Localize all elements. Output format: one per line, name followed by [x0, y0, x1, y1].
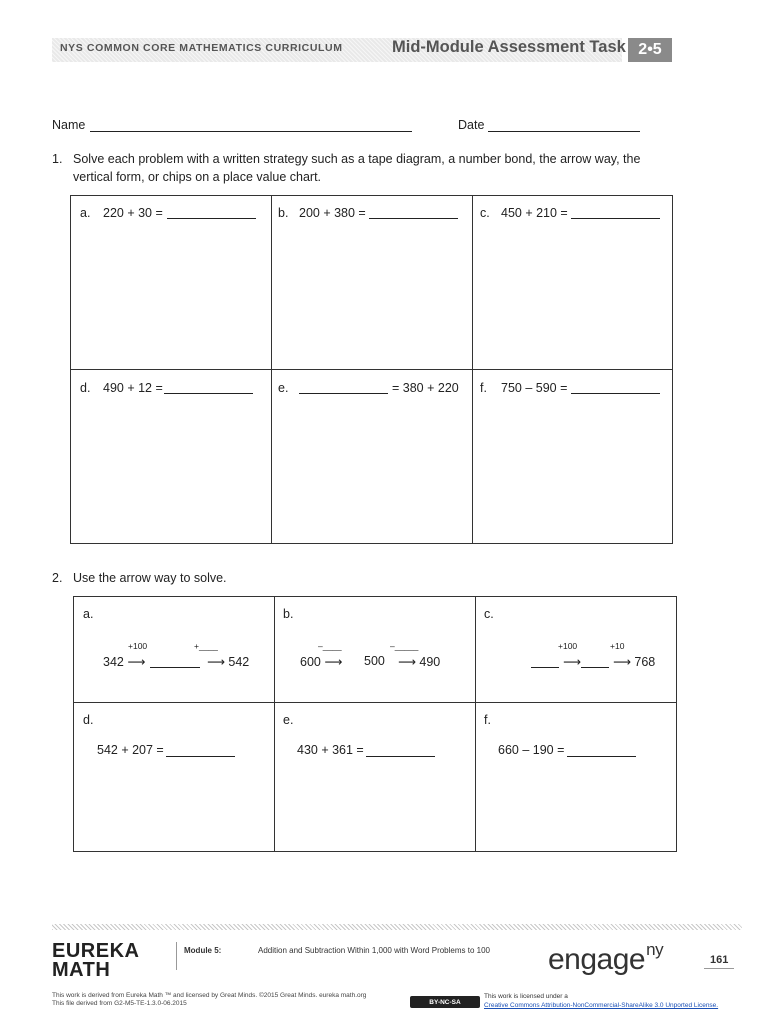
q1b-expression: 200 + 380 = [299, 206, 366, 220]
q2a-end: ⟶ 542 [207, 655, 250, 669]
q2d-answer-blank[interactable] [166, 756, 235, 757]
q2a-blank[interactable] [150, 667, 200, 668]
q1a-answer-blank[interactable] [167, 218, 256, 219]
license-derived: This work is derived from Eureka Math ™ and licensed by Great Minds. ©2015 Great Minds. eureka math.org [52, 992, 367, 999]
q1e-label: e. [278, 381, 289, 395]
footer-separator [176, 942, 177, 970]
grade-module-badge: 2•5 [628, 38, 672, 62]
q2f-expression: 660 – 190 = [498, 743, 565, 757]
page-number: 161 [704, 954, 734, 969]
name-label: Name [52, 118, 86, 132]
q2c-step2-label: +10 [610, 641, 625, 651]
module-label: Module 5: [184, 946, 222, 955]
q2e-answer-blank[interactable] [366, 756, 435, 757]
engage-text: engage [548, 943, 646, 976]
q2f-answer-blank[interactable] [567, 756, 636, 757]
q2-table-divider [475, 596, 476, 852]
q2f-label: f. [484, 713, 491, 727]
license-file: This file derived from G2-M5-TE-1.3.0-06.2015 [52, 1000, 187, 1007]
q2c-label: c. [484, 607, 494, 621]
name-field[interactable] [90, 131, 412, 132]
q2a-label: a. [83, 607, 94, 621]
license-right [484, 992, 718, 1010]
q1c-answer-blank[interactable] [571, 218, 660, 219]
q2e-label: e. [283, 713, 294, 727]
q2-table [73, 596, 677, 852]
q2c-blank-1[interactable] [531, 667, 559, 668]
cc-badge-text: BY-NC-SA [429, 998, 461, 1006]
ny-text: ny [646, 940, 664, 959]
q2b-step2-label: –_____ [390, 641, 419, 651]
curriculum-label: NYS COMMON CORE MATHEMATICS CURRICULUM [60, 42, 343, 54]
q2c-arrow: ⟶ [563, 655, 581, 669]
q1d-answer-blank[interactable] [164, 393, 253, 394]
q1a-label: a. [80, 206, 91, 220]
q1b-label: b. [278, 206, 289, 220]
q2c-step1-label: +100 [558, 641, 578, 651]
q1b-answer-blank[interactable] [369, 218, 458, 219]
engageny-logo [548, 940, 663, 977]
q2a-step1-label: +100 [128, 641, 148, 651]
q1c-expression: 450 + 210 = [501, 206, 568, 220]
q2b-end: ⟶ 490 [398, 655, 441, 669]
q2c-blank-2[interactable] [581, 667, 609, 668]
q2-prompt: Use the arrow way to solve. [73, 571, 227, 585]
license-intro: This work is licensed under a [484, 993, 568, 1000]
q2-table-divider [274, 596, 275, 852]
assessment-title: Mid-Module Assessment Task [392, 38, 626, 56]
q1-number: 1. [52, 152, 63, 166]
q2a-start: 342 ⟶ [103, 655, 146, 669]
module-title: Addition and Subtraction Within 1,000 with Word Problems to 100 [258, 946, 490, 955]
date-label: Date [458, 118, 485, 132]
q2b-start: 600 ⟶ [300, 655, 343, 669]
q2d-expression: 542 + 207 = [97, 743, 164, 757]
q2a-step2-label: +____ [194, 641, 218, 651]
footer-divider [52, 924, 742, 930]
date-field[interactable] [488, 131, 640, 132]
license-link[interactable]: Creative Commons Attribution-NonCommercial-ShareAlike 3.0 Unported License. [484, 1002, 719, 1009]
license-left [52, 992, 366, 1008]
q2-number: 2. [52, 571, 63, 585]
q1-prompt-line1: Solve each problem with a written strategy such as a tape diagram, a number bond, the arrow way, the [73, 152, 641, 166]
q2-table-divider [73, 702, 677, 703]
q2b-label: b. [283, 607, 294, 621]
q1f-label: f. [480, 381, 487, 395]
q2e-expression: 430 + 361 = [297, 743, 364, 757]
q2d-label: d. [83, 713, 94, 727]
q1-table-divider [70, 369, 673, 370]
q1-prompt-line2: vertical form, or chips on a place value chart. [73, 170, 322, 184]
q1e-expression: = 380 + 220 [392, 381, 459, 395]
q2b-step1-label: –____ [318, 641, 342, 651]
cc-license-badge-icon [410, 996, 480, 1008]
q1e-answer-blank[interactable] [299, 393, 388, 394]
q1f-expression: 750 – 590 = [501, 381, 568, 395]
q2c-end: ⟶ 768 [613, 655, 656, 669]
logo-line-1: EUREKA [52, 940, 140, 962]
q1c-label: c. [480, 206, 490, 220]
q1a-expression: 220 + 30 = [103, 206, 163, 220]
q1f-answer-blank[interactable] [571, 393, 660, 394]
q1d-expression: 490 + 12 = [103, 381, 163, 395]
q1d-label: d. [80, 381, 91, 395]
logo-line-2: MATH [52, 959, 111, 981]
q2b-mid: 500 [364, 654, 385, 668]
eureka-math-logo [52, 942, 139, 980]
